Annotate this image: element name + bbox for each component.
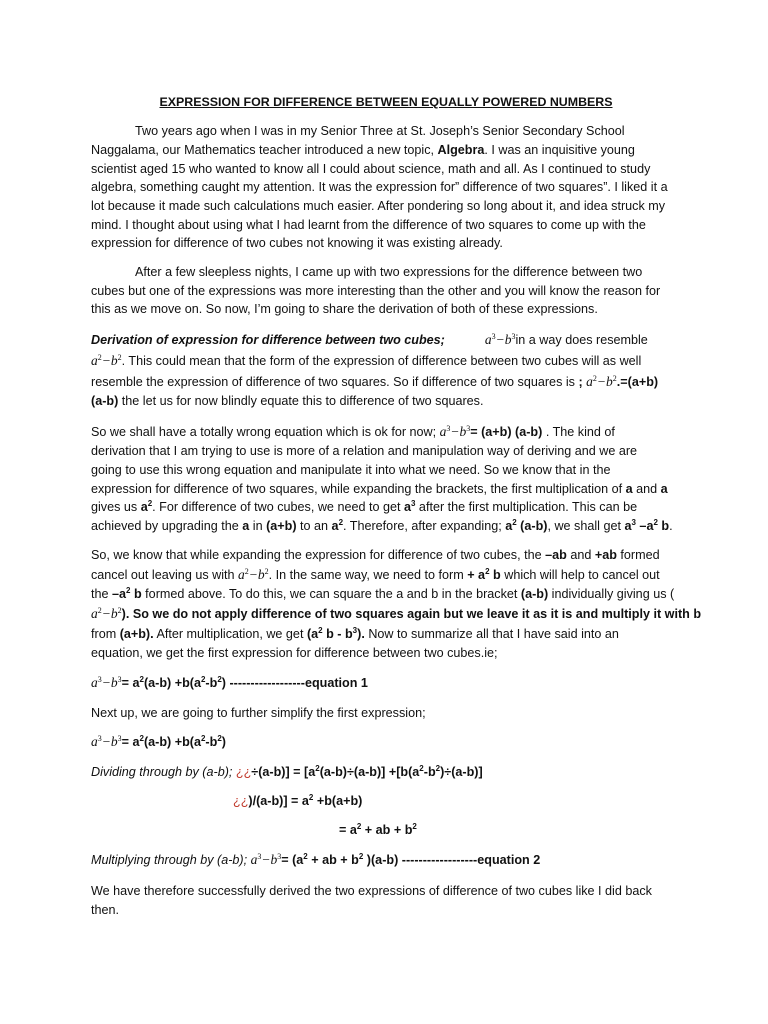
math-cube-difference: $a^3-b^3$	[484, 332, 516, 347]
paragraph-5-line: equation, we get the first expression for difference between two cubes.ie;	[91, 646, 498, 660]
paragraph-5-line: the $-a^2$ b formed above. To do this, we can square the a and b in the bracket (a-b) individually giving us (	[91, 586, 675, 601]
math-square-difference: $a^2-b^2$	[586, 374, 617, 389]
equation-1: $a^3-b^3= a^2(a-b) +b(a^2-b^2)$ ------------------equation 1	[91, 675, 368, 690]
math-square-difference: $a^2-b^2$	[238, 567, 269, 582]
paragraph-1-line: lot because it made such calculations much easier. After pondering so long about it, and idea struck my	[91, 199, 666, 213]
paragraph-1-line: Naggalama, our Mathematics teacher introduced a new topic, Algebra. I was an inquisitive young	[91, 143, 635, 157]
division-step: Dividing through by (a-b); ¿¿$\div(a-b)] = [a^2(a-b)\div(a-b)] +[b(a^2-b^2)\div(a-b)]$	[91, 764, 483, 779]
conclusion-line: then.	[91, 903, 120, 917]
paragraph-5-line: $a^2-b^2$). So we do not apply difference of two squares again but we leave it as it is and multiply it with b	[91, 606, 702, 621]
paragraph-4-line: going to use this wrong equation and manipulate it into what we need. So we know that in the	[91, 463, 611, 477]
paragraph-2-line: After a few sleepless nights, I came up with two expressions for the difference between two	[135, 265, 643, 279]
paragraph-3-line: resemble the expression of difference of two squares. So if difference of two squares is ; $a^2-b^2.=(a+b)$	[91, 374, 659, 389]
paragraph-4-line: So we shall have a totally wrong equation which is ok for now; $a^3-b^3= (a+b)$ (a-b) . The kind of	[91, 424, 615, 439]
paragraph-2-line: cubes but one of the expressions was more interesting than the other and you will know the reason for	[91, 284, 661, 298]
paragraph-1-line: algebra, something caught my attention. It was the expression for” difference of two squares”. I liked it a	[91, 180, 668, 194]
math-cube-difference: $a^3-b^3$	[91, 675, 122, 690]
math-cube-difference: $a^3-b^3$	[439, 424, 471, 439]
paragraph-4-line: achieved by upgrading the a in (a+b) to an $a^2$. Therefore, after expanding; $a^2$ (a-b), we shall get $a^3$ $-a^2$ b.	[91, 518, 673, 533]
section-heading: Derivation of expression for difference between two cubes;	[91, 333, 445, 347]
paragraph-5-line: from (a+b). After multiplication, we get ($a^2$ b - $b^3$). Now to summarize all that I have said into an	[91, 626, 619, 641]
math-square-difference: $a^2-b^2$	[91, 353, 122, 368]
paragraph-4-line: gives us $a^2$. For difference of two cubes, we need to get $a^3$ after the first multiplication. This can be	[91, 499, 638, 514]
transition-text: Next up, we are going to further simplify the first expression;	[91, 706, 426, 720]
math-square-difference: $a^2-b^2$	[91, 606, 122, 621]
paragraph-5-line: cancel out leaving us with $a^2-b^2$. In the same way, we need to form + $a^2$ b which will help to cancel out	[91, 567, 660, 582]
paragraph-1-line: scientist aged 15 who wanted to know all I could about science, math and all. As I continued to study	[91, 162, 651, 176]
conclusion-line: We have therefore successfully derived the two expressions of difference of two cubes like I did back	[91, 884, 652, 898]
paragraph-3-line: $a^2-b^2$. This could mean that the form of the expression of difference between two cubes will as well	[91, 353, 642, 368]
equation-1-restated: $a^3-b^3= a^2(a-b) +b(a^2-b^2)$	[91, 734, 226, 749]
paragraph-1-line: Two years ago when I was in my Senior Three at St. Joseph’s Senior Secondary School	[135, 124, 625, 138]
paragraph-2-line: this as we move on. So now, I’m going to share the derivation of both of these expressions.	[91, 302, 598, 316]
paragraph-3-line: (a-b) the let us for now blindly equate this to difference of two squares.	[91, 394, 484, 408]
section-heading-line: Derivation of expression for difference between two cubes; $a^3-b^3in$ a way does resemble	[91, 332, 648, 347]
document-title: EXPRESSION FOR DIFFERENCE BETWEEN EQUALLY POWERED NUMBERS	[159, 95, 613, 109]
equation-2: Multiplying through by (a-b); $a^3-b^3= (a^2$ + ab + $b^2$ )(a-b) ------------------equation 2	[91, 852, 541, 867]
simplified-result: = $a^2$ + ab + $b^2$	[339, 822, 417, 837]
paragraph-5-line: So, we know that while expanding the expression for difference of two cubes, the –ab and +ab formed	[91, 548, 660, 562]
paragraph-4-line: expression for difference of two squares, while expanding the brackets, the first multiplication of a and a	[91, 482, 668, 496]
paragraph-1-line: expression for difference of two cubes not knowing it was existing already.	[91, 236, 503, 250]
division-result: ¿¿)$/(a-b)] = a^2 +b(a+b)$	[233, 793, 363, 808]
paragraph-4-line: derivation that I am trying to use is more of a relation and manipulation way of deriving and we are	[91, 444, 638, 458]
math-cube-difference: $a^3-b^3$	[91, 734, 122, 749]
paragraph-1-line: mind. I thought about using what I had learnt from the difference of two squares to come up with the	[91, 218, 646, 232]
math-cube-difference: $a^3-b^3$	[250, 852, 282, 867]
